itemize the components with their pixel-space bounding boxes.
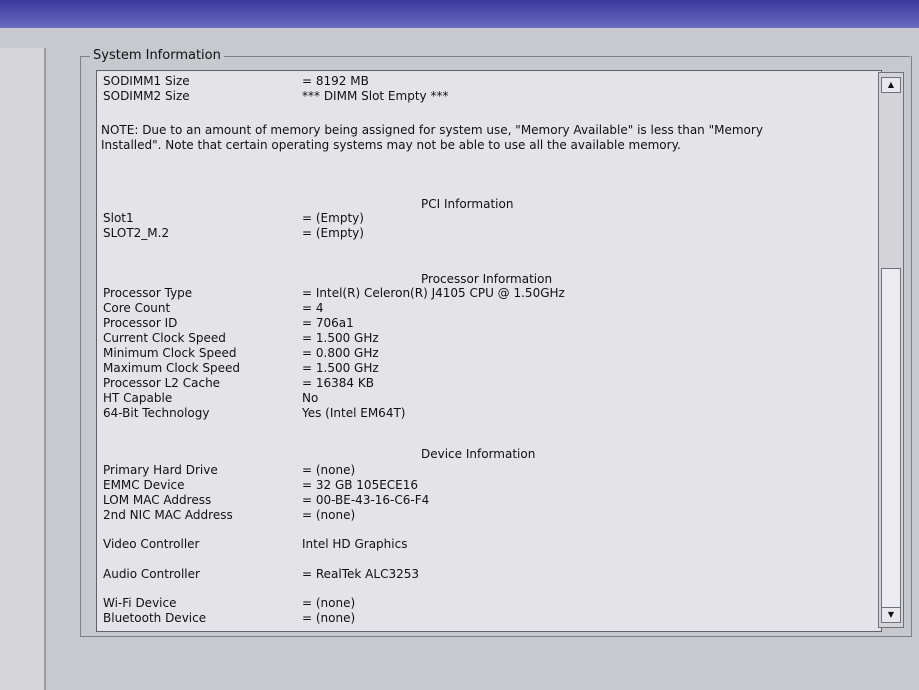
device-value: = 00-BE-43-16-C6-F4 <box>302 493 430 507</box>
memory-note: NOTE: Due to an amount of memory being assigned for system use, "Memory Available" is less than "Memory Installed". Note that certain operating systems may not be able to use all the available memory. <box>101 123 763 152</box>
device-label: Bluetooth Device <box>103 611 207 625</box>
left-navigation-panel[interactable] <box>0 48 46 690</box>
device-label: LOM MAC Address <box>103 493 212 507</box>
processor-value: = 1.500 GHz <box>302 361 379 375</box>
processor-value: Yes (Intel EM64T) <box>302 406 406 420</box>
up-arrow-icon[interactable]: ▲ <box>881 77 901 93</box>
pci-heading: PCI Information <box>421 197 514 211</box>
device-label: 2nd NIC MAC Address <box>103 508 233 522</box>
pci-value: = (Empty) <box>302 211 364 225</box>
device-value: Intel HD Graphics <box>302 537 408 551</box>
processor-value: = Intel(R) Celeron(R) J4105 CPU @ 1.50GHz <box>302 286 565 300</box>
device-label: EMMC Device <box>103 478 185 492</box>
device-value: = 32 GB 105ECE16 <box>302 478 419 492</box>
device-heading: Device Information <box>421 447 536 461</box>
processor-label: HT Capable <box>103 391 173 405</box>
scrollbar-thumb[interactable] <box>881 268 901 610</box>
title-bar <box>0 0 919 28</box>
processor-value: = 706a1 <box>302 316 354 330</box>
down-arrow-icon[interactable]: ▼ <box>881 607 901 623</box>
device-value: = (none) <box>302 596 356 610</box>
processor-value: = 4 <box>302 301 324 315</box>
device-label: Video Controller <box>103 537 200 551</box>
memory-value: = 8192 MB <box>302 74 369 88</box>
device-label: Wi-Fi Device <box>103 596 177 610</box>
device-label: Primary Hard Drive <box>103 463 218 477</box>
processor-label: Processor Type <box>103 286 193 300</box>
processor-value: = 16384 KB <box>302 376 374 390</box>
system-information-panel[interactable] <box>96 70 882 632</box>
pci-value: = (Empty) <box>302 226 364 240</box>
pci-label: Slot1 <box>103 211 134 225</box>
memory-value: *** DIMM Slot Empty *** <box>302 89 449 103</box>
processor-label: Processor L2 Cache <box>103 376 221 390</box>
processor-heading: Processor Information <box>421 272 553 286</box>
processor-value: = 0.800 GHz <box>302 346 379 360</box>
device-label: Audio Controller <box>103 567 200 581</box>
processor-label: Maximum Clock Speed <box>103 361 240 375</box>
device-value: = (none) <box>302 611 356 625</box>
processor-label: Minimum Clock Speed <box>103 346 237 360</box>
vertical-scrollbar[interactable] <box>878 72 904 628</box>
processor-label: Current Clock Speed <box>103 331 226 345</box>
processor-label: Processor ID <box>103 316 178 330</box>
processor-label: Core Count <box>103 301 171 315</box>
device-value: = (none) <box>302 463 356 477</box>
processor-value: = 1.500 GHz <box>302 331 379 345</box>
device-value: = (none) <box>302 508 356 522</box>
processor-label: 64-Bit Technology <box>103 406 210 420</box>
memory-label: SODIMM1 Size <box>103 74 190 88</box>
pci-label: SLOT2_M.2 <box>103 226 170 240</box>
group-title: System Information <box>90 48 224 63</box>
device-value: = RealTek ALC3253 <box>302 567 419 581</box>
memory-label: SODIMM2 Size <box>103 89 190 103</box>
processor-value: No <box>302 391 319 405</box>
